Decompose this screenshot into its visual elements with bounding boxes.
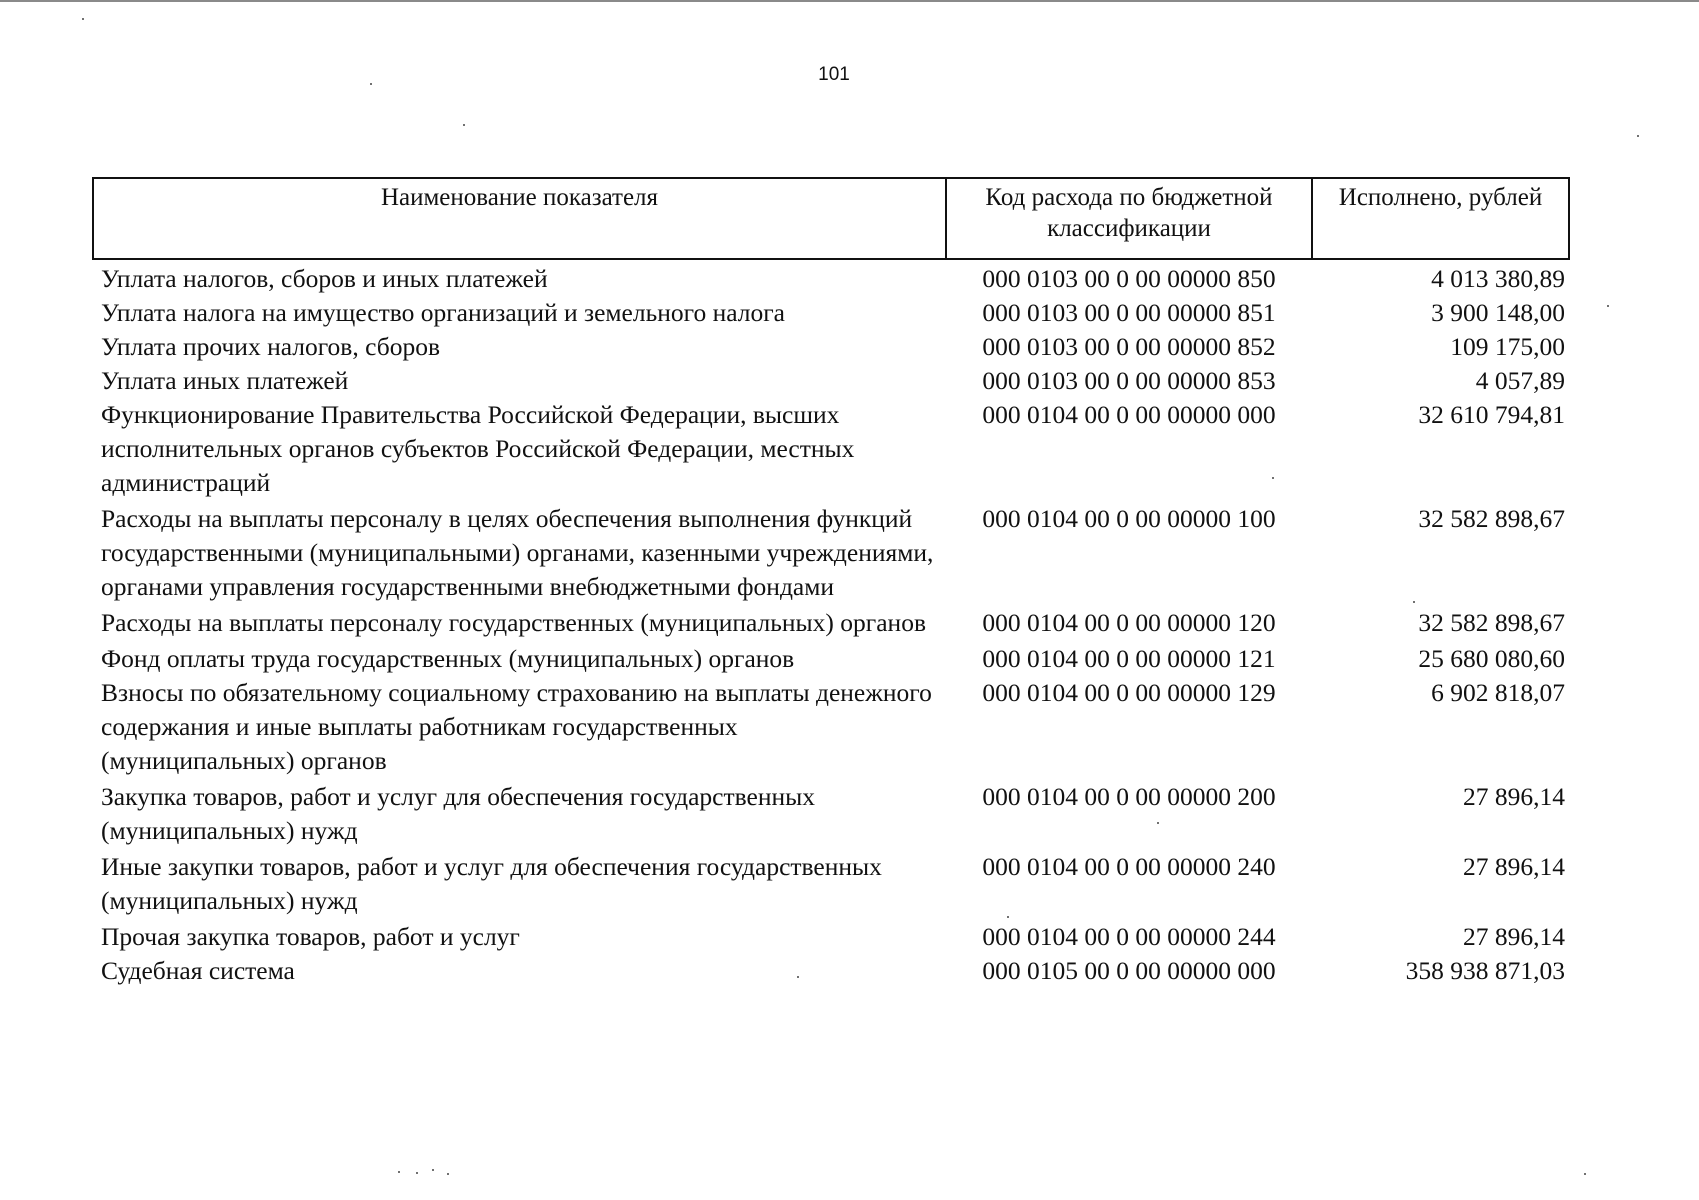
- row-code: 000 0104 00 0 00 00000 000: [982, 400, 1276, 429]
- table-row: [93, 296, 1569, 330]
- row-amount: 3 900 148,00: [1431, 298, 1565, 327]
- header-indicator-name: Наименование показателя: [93, 178, 946, 259]
- row-name: Фонд оплаты труда государственных (муниципальных) органов: [101, 644, 795, 673]
- table-row: [93, 676, 1569, 780]
- table-row: [93, 850, 1569, 920]
- table-row: [93, 780, 1569, 850]
- header-budget-code: Код расхода по бюджетной классификации: [946, 178, 1312, 259]
- budget-execution-table: [92, 177, 1570, 988]
- row-name: Уплата прочих налогов, сборов: [101, 332, 440, 361]
- scan-top-edge: [0, 0, 1699, 2]
- scan-speck: [1607, 305, 1609, 307]
- row-name: Расходы на выплаты персоналу в целях обеспечения выполнения функций государственными (муниципальными) органами, казенными учреждениями, органами управления государственными внебюджетными фондами: [101, 504, 934, 601]
- row-amount: 27 896,14: [1463, 922, 1565, 951]
- row-name: Функционирование Правительства Российской Федерации, высших исполнительных органов субъектов Российской Федерации, местных администраций: [101, 400, 855, 497]
- scan-speck: [463, 124, 465, 126]
- row-name: Иные закупки товаров, работ и услуг для обеспечения государственных (муниципальных) нужд: [101, 852, 882, 915]
- row-amount: 27 896,14: [1463, 852, 1565, 881]
- row-name: Закупка товаров, работ и услуг для обеспечения государственных (муниципальных) нужд: [101, 782, 816, 845]
- row-name: Уплата иных платежей: [101, 366, 349, 395]
- table-row: [93, 606, 1569, 642]
- row-name: Взносы по обязательному социальному страхованию на выплаты денежного содержания и иные выплаты работникам государственных (муниципальных) органов: [101, 678, 932, 775]
- row-amount: 32 582 898,67: [1418, 504, 1565, 533]
- table-row: [93, 259, 1569, 296]
- table-row: [93, 330, 1569, 364]
- row-name: Уплата налогов, сборов и иных платежей: [101, 264, 548, 293]
- scan-speck: [432, 1169, 434, 1171]
- row-code: 000 0104 00 0 00 00000 121: [982, 644, 1276, 673]
- page-number: 101: [818, 64, 850, 85]
- scan-speck: [82, 18, 84, 20]
- row-code: 000 0104 00 0 00 00000 120: [982, 608, 1276, 637]
- table-header-row: [93, 178, 1569, 259]
- row-code: 000 0104 00 0 00 00000 244: [982, 922, 1276, 951]
- scan-speck: [1584, 1173, 1586, 1175]
- row-name: Прочая закупка товаров, работ и услуг: [101, 922, 520, 951]
- header-executed-amount: Исполнено, рублей: [1312, 178, 1569, 259]
- row-amount: 25 680 080,60: [1418, 644, 1565, 673]
- row-code: 000 0105 00 0 00 00000 000: [982, 956, 1276, 985]
- row-amount: 109 175,00: [1450, 332, 1565, 361]
- row-amount: 4 057,89: [1475, 366, 1565, 395]
- table-row: [93, 502, 1569, 606]
- row-amount: 358 938 871,03: [1405, 956, 1565, 985]
- row-amount: 32 582 898,67: [1418, 608, 1565, 637]
- row-code: 000 0104 00 0 00 00000 129: [982, 678, 1276, 707]
- row-amount: 6 902 818,07: [1431, 678, 1565, 707]
- row-amount: 32 610 794,81: [1418, 400, 1565, 429]
- row-code: 000 0103 00 0 00 00000 852: [982, 332, 1276, 361]
- row-code: 000 0103 00 0 00 00000 851: [982, 298, 1276, 327]
- table-row: [93, 398, 1569, 502]
- row-name: Расходы на выплаты персоналу государственных (муниципальных) органов: [101, 608, 926, 637]
- scan-speck: [447, 1173, 449, 1175]
- row-name: Уплата налога на имущество организаций и земельного налога: [101, 298, 786, 327]
- table-row: [93, 920, 1569, 954]
- row-code: 000 0104 00 0 00 00000 100: [982, 504, 1276, 533]
- scan-speck: [1637, 135, 1639, 137]
- row-code: 000 0104 00 0 00 00000 240: [982, 852, 1276, 881]
- scan-speck: [398, 1171, 400, 1173]
- table-row: [93, 364, 1569, 398]
- table-row: [93, 954, 1569, 988]
- scan-speck: [416, 1172, 418, 1174]
- table-row: [93, 642, 1569, 676]
- row-amount: 27 896,14: [1463, 782, 1565, 811]
- row-code: 000 0103 00 0 00 00000 850: [982, 264, 1276, 293]
- row-code: 000 0103 00 0 00 00000 853: [982, 366, 1276, 395]
- row-amount: 4 013 380,89: [1431, 264, 1565, 293]
- row-code: 000 0104 00 0 00 00000 200: [982, 782, 1276, 811]
- row-name: Судебная система: [101, 956, 295, 985]
